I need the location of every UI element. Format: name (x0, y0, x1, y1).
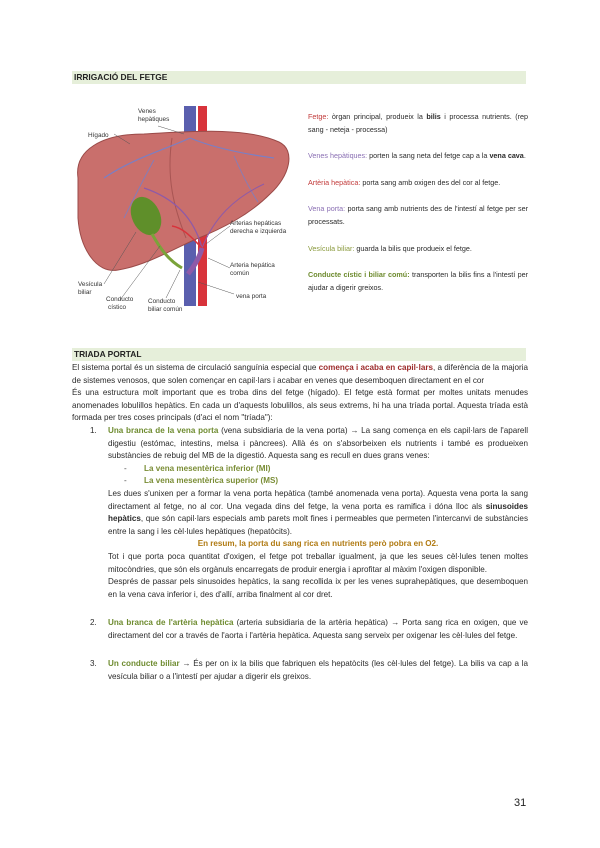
label-conducto-cistico-2: cístico (108, 304, 127, 311)
label-vena-porta: vena porta (236, 293, 267, 300)
page-number: 31 (514, 797, 527, 809)
label-vesicula-1: Vesícula (78, 281, 103, 288)
summary-note: En resum, la porta du sang rica en nutrients però pobra en O2. (197, 539, 439, 549)
label-arteria-comun-1: Arteria hepática (230, 262, 275, 269)
legend-fetge: Fetge: òrgan principal, produeix la bilis i processa nutrients. (rep sang - neteja - processa) (308, 112, 528, 134)
paragraph-intro: El sistema portal és un sistema de circulació sanguínia especial que comença i acaba en capil·lars, a diferència de la majoria de sistemes venosos, que solen començar en capil·lars i acabar en venes que desemboquen directament en el cor (72, 363, 528, 385)
label-conducto-cistico-1: Conducto (106, 296, 134, 303)
label-conducto-biliar-2: biliar común (148, 306, 183, 313)
liver-anatomy-illustration (74, 98, 294, 316)
figure-legend (308, 111, 528, 308)
label-arterias-2: derecha e izquierda (230, 228, 287, 235)
label-higado: Hígado (88, 132, 109, 139)
item1-paragraph-3: Després de passar pels sinusoides hepàtics, la sang recollida ix per les venes suprahepàtiques, que desemboquen en la vena cava inferior i, des d'allí, arriba finalment al cor dret. (108, 577, 528, 599)
label-venes-1: Venes (138, 108, 156, 115)
section-heading-triada: TRIADA PORTAL (72, 348, 526, 361)
label-conducto-biliar-1: Conducto (148, 298, 176, 305)
sub-item-mi: - La vena mesentèrica inferior (MI) (124, 463, 271, 473)
label-venes-2: hepàtiques (138, 116, 170, 123)
legend-arteria: Artèria hepàtica: porta sang amb oxigen des del cor al fetge. (308, 177, 501, 187)
item1-continuation: Les dues s'unixen per a formar la vena porta hepàtica (també anomenada vena porta). Aquesta vena porta la sang directament al fetge, no al cor. Una vegada dins del fetge, la vena porta es ramifica i dóna lloc als sinusoides hepàtics, que són capil·lars especials amb parets molt fines i permeables que permeten l'intercanvi de substàncies entre la sang i les cèl·lules hepàtiques (hepatòcits). (108, 488, 528, 536)
label-arteria-comun-2: común (230, 270, 250, 277)
list-item-2: 2. Una branca de l'artèria hepàtica (arteria subsidiaria de la artèria hepàtica) → Porta sang rica en oxigen, que ve directament del cor a través de l'aorta i l'artèria hepàtica. Aquesta sang serveix per oxigenar les cèl·lules del fetge. (90, 618, 528, 640)
list-item-1: 1. Una branca de la vena porta (vena subsidiaria de la vena porta) → La sang comença en els capil·lars de l'aparell digestiu (estómac, intestins, melsa i pàncrees). Allà és on s'absorbeixen els nutrients i també es produeixen substàncies de rebuig del MB de la digestió. Aquesta sang es recull en dues grans venes: (90, 425, 528, 461)
legend-porta: Vena porta: porta sang amb nutrients des de l'intestí al fetge per ser processats. (308, 204, 528, 226)
label-vesicula-2: biliar (78, 289, 92, 296)
list-item-3: 3. Un conducte biliar → És per on ix la bilis que fabriquen els hepatòcits (les cèl·lules del fetge). La bilis va cap a la vesícula biliar o a l'intestí per ajudar a digerir els greixos. (90, 659, 528, 682)
label-arterias-1: Arterias hepáticas (230, 220, 282, 227)
sub-item-ms: - La vena mesentèrica superior (MS) (124, 476, 279, 486)
section-heading-irrigacio: IRRIGACIÓ DEL FETGE (72, 71, 526, 84)
paragraph-structure: És una estructura molt important que es troba dins del fetge (hígado). El fetge està format per moltes unitats menudes anomenades lobulillos hepàtics. En cada un d'aquests lobulillos, als seus extrems, hi ha una tríada portal. Aquesta tríada està formada per tres coses principals (d'aci el nom "tríada"): (72, 388, 528, 423)
body-text (72, 362, 528, 684)
item1-paragraph-2: Tot i que porta poca quantitat d'oxigen, el fetge pot treballar igualment, ja que les seues cèl·lules tenen moltes mitocòndries, que són els orgànuls encarregats de produir energia i aprofitar al màxim l'oxigen disponible. (108, 551, 528, 574)
legend-conducte: Conducte cístic i biliar comú: transporten la bilis fins a l'intestí per ajudar a digerir greixos. (308, 270, 529, 292)
legend-venes: Venes hepàtiques: porten la sang neta del fetge cap a la vena cava. (308, 151, 526, 161)
legend-vesicula: Vesícula biliar: guarda la bilis que produeix el fetge. (308, 243, 472, 253)
